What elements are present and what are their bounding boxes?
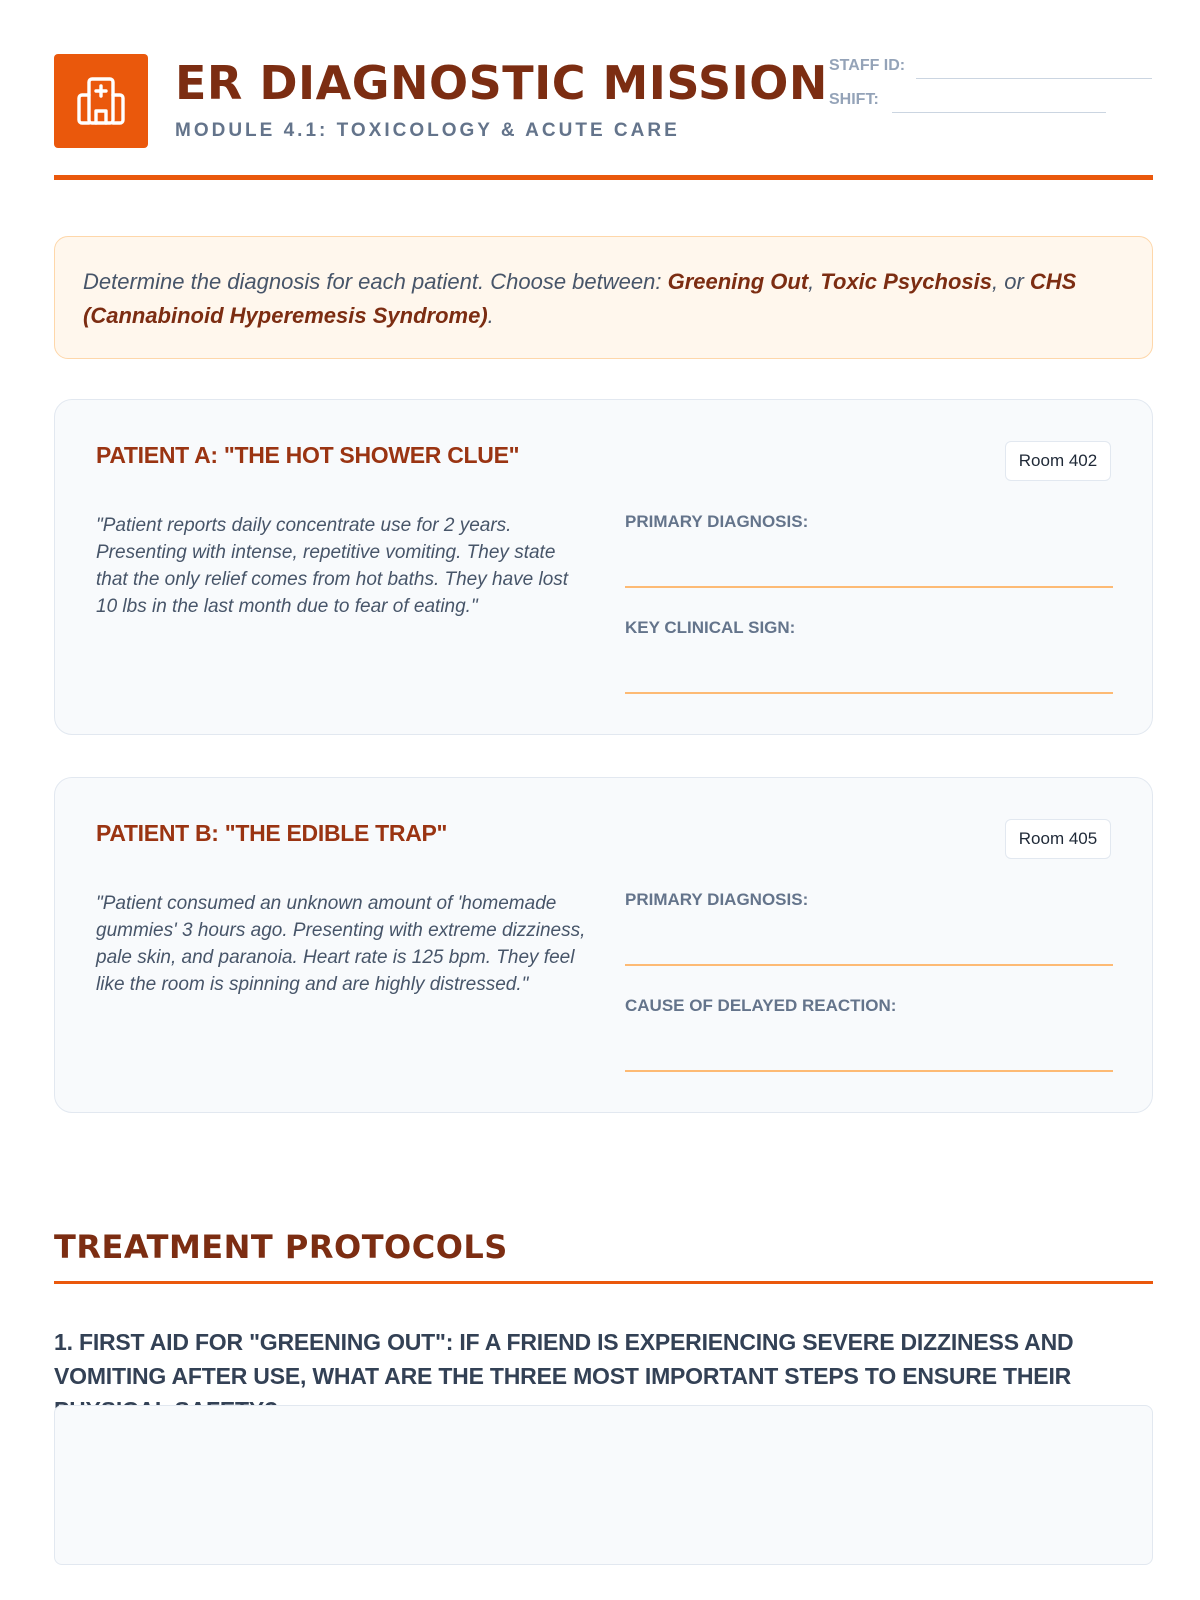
delayed-reaction-label: CAUSE OF DELAYED REACTION: — [625, 996, 897, 1015]
page-header — [54, 54, 1153, 182]
instructions-box — [54, 236, 1153, 359]
key-clinical-sign-label: KEY CLINICAL SIGN: — [625, 618, 796, 637]
logo-badge — [54, 54, 148, 148]
patient-description: "Patient consumed an unknown amount of 'homemade gummies' 3 hours ago. Presenting with extreme dizziness, pale skin, and paranoia. Heart rate is 125 bpm. They feel like the room is spinning and are highly distressed." — [96, 893, 586, 995]
staff-id-line[interactable] — [916, 78, 1152, 79]
key-clinical-sign-field[interactable] — [625, 692, 1113, 694]
question-1: 1. FIRST AID FOR "GREENING OUT": IF A FRIEND IS EXPERIENCING SEVERE DIZZINESS AND VOMITING AFTER USE, WHAT ARE THE THREE MOST IMPORTANT STEPS TO ENSURE THEIR — [54, 1329, 1074, 1389]
section-divider — [54, 1281, 1153, 1284]
patient-card-a — [54, 399, 1153, 735]
shift-label: SHIFT: — [829, 91, 879, 108]
header-divider — [54, 175, 1153, 180]
delayed-reaction-field[interactable] — [625, 1070, 1113, 1072]
patient-description: "Patient reports daily concentrate use for 2 years. Presenting with intense, repetitive vomiting. They state that the only relief comes from hot baths. They have lost 10 lbs in the last month due to fear of eating." — [96, 515, 569, 617]
primary-diagnosis-label: PRIMARY DIAGNOSIS: — [625, 512, 809, 531]
staff-id-label: STAFF ID: — [829, 57, 906, 74]
option-greening-out: Greening Out — [667, 269, 809, 294]
page-subtitle: MODULE 4.1: TOXICOLOGY & ACUTE CARE — [175, 120, 680, 141]
primary-diagnosis-label: PRIMARY DIAGNOSIS: — [625, 890, 809, 909]
patient-card-b — [54, 777, 1153, 1113]
option-toxic-psychosis: Toxic Psychosis — [820, 269, 992, 294]
shift-line[interactable] — [892, 112, 1106, 113]
patient-title: PATIENT A: "THE HOT SHOWER CLUE" — [96, 442, 520, 468]
page-title: ER DIAGNOSTIC MISSION — [175, 56, 828, 110]
primary-diagnosis-field[interactable] — [625, 964, 1113, 966]
instructions-suffix: . — [487, 303, 494, 328]
instructions-separator: , — [808, 269, 821, 294]
instructions-text: Determine the diagnosis for each patient. Choose between: — [83, 269, 668, 294]
primary-diagnosis-field[interactable] — [625, 586, 1113, 588]
patient-title: PATIENT B: "THE EDIBLE TRAP" — [96, 820, 448, 846]
instructions-separator: , or — [992, 269, 1030, 294]
section-title: TREATMENT PROTOCOLS — [54, 1228, 508, 1266]
answer-box-1[interactable] — [54, 1405, 1153, 1565]
option-chs: CHS (Cannabinoid Hyperemesis Syndrome) — [83, 269, 1077, 328]
room-badge: Room 402 — [1005, 441, 1111, 481]
room-badge: Room 405 — [1005, 819, 1111, 859]
hospital-icon — [73, 73, 129, 129]
